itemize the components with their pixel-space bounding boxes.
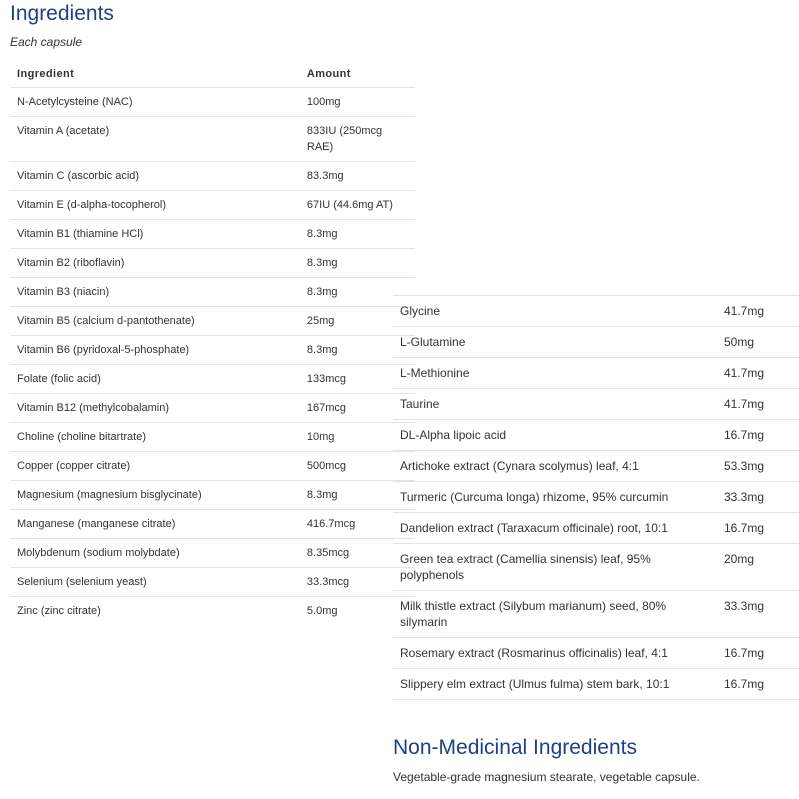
table-row — [10, 394, 415, 423]
table-row — [393, 358, 799, 389]
ingredient-name: Turmeric (Curcuma longa) rhizome, 95% curcumin — [393, 482, 717, 513]
table-row — [393, 513, 799, 544]
ingredients-table-continued — [393, 295, 799, 700]
ingredient-amount: 16.7mg — [717, 513, 799, 544]
ingredient-amount: 41.7mg — [717, 358, 799, 389]
ingredient-amount: 67IU (44.6mg AT) — [300, 191, 415, 220]
ingredient-name: Zinc (zinc citrate) — [17, 605, 101, 617]
ingredient-name: Rosemary extract (Rosmarinus officinalis) leaf, 4:1 — [393, 638, 717, 669]
table-row — [393, 669, 799, 700]
ingredients-table — [10, 60, 415, 625]
ingredient-name: Vitamin B3 (niacin) — [10, 278, 300, 307]
table-row — [393, 389, 799, 420]
table-header-row — [10, 60, 415, 88]
ingredient-name: Copper (copper citrate) — [10, 452, 300, 481]
ingredient-name: DL-Alpha lipoic acid — [393, 420, 717, 451]
ingredient-amount: 167mcg — [300, 394, 415, 423]
ingredient-name: Glycine — [393, 296, 717, 327]
non-medicinal-text: Vegetable-grade magnesium stearate, vegetable capsule. — [393, 770, 700, 784]
ingredient-amount: 10mg — [300, 423, 415, 452]
ingredient-name: L-Glutamine — [393, 327, 717, 358]
table-row — [10, 88, 415, 117]
ingredient-amount: 50mg — [717, 327, 799, 358]
amount-column-header: Amount — [300, 60, 415, 88]
ingredient-name: Vitamin B6 (pyridoxal-5-phosphate) — [10, 336, 300, 365]
ingredient-name: Artichoke extract (Cynara scolymus) leaf, 4:1 — [393, 451, 717, 482]
table-row — [10, 510, 415, 539]
table-row — [10, 539, 415, 568]
ingredient-column-header: Ingredient — [10, 60, 300, 88]
table-row — [393, 638, 799, 669]
ingredient-amount: 53.3mg — [717, 451, 799, 482]
ingredient-amount: 41.7mg — [717, 296, 799, 327]
ingredient-name: Milk thistle extract (Silybum marianum) seed, 80% silymarin — [393, 591, 717, 638]
table-row — [10, 117, 415, 162]
ingredient-name: Molybdenum (sodium molybdate) — [10, 539, 300, 568]
table-row — [10, 307, 415, 336]
table-row — [10, 423, 415, 452]
ingredient-name: Dandelion extract (Taraxacum officinale) root, 10:1 — [393, 513, 717, 544]
ingredient-amount: 8.3mg — [300, 249, 415, 278]
table-row — [393, 327, 799, 358]
ingredient-amount: 500mcg — [300, 452, 415, 481]
ingredient-name: Magnesium (magnesium bisglycinate) — [10, 481, 300, 510]
table-row — [393, 544, 799, 591]
ingredient-amount: 8.3mg — [300, 278, 415, 307]
ingredient-amount: 25mg — [300, 307, 415, 336]
ingredient-amount: 16.7mg — [717, 420, 799, 451]
ingredient-name: Manganese (manganese citrate) — [10, 510, 300, 539]
ingredient-amount: 8.3mg — [300, 336, 415, 365]
ingredient-name: Vitamin B12 (methylcobalamin) — [10, 394, 300, 423]
ingredient-name: N-Acetylcysteine (NAC) — [10, 88, 300, 117]
ingredient-name: Choline (choline bitartrate) — [10, 423, 300, 452]
table-row — [10, 481, 415, 510]
ingredient-name: Vitamin B5 (calcium d-pantothenate) — [10, 307, 300, 336]
table-row — [10, 336, 415, 365]
ingredient-name: L-Methionine — [393, 358, 717, 389]
ingredient-amount: 416.7mcg — [300, 510, 415, 539]
ingredients-heading: Ingredients — [10, 2, 114, 25]
ingredient-name: Vitamin C (ascorbic acid) — [10, 162, 300, 191]
ingredient-name: Vitamin E (d-alpha-tocopherol) — [10, 191, 300, 220]
ingredient-name: Vitamin B2 (riboflavin) — [10, 249, 300, 278]
table-row — [10, 452, 415, 481]
ingredient-name: Folate (folic acid) — [10, 365, 300, 394]
ingredient-name: Vitamin A (acetate) — [10, 117, 300, 162]
ingredient-amount: 33.3mcg — [300, 568, 415, 597]
table-row — [10, 249, 415, 278]
ingredient-name: Green tea extract (Camellia sinensis) leaf, 95% polyphenols — [393, 544, 717, 591]
ingredient-amount: 33.3mg — [717, 482, 799, 513]
table-row — [10, 568, 415, 597]
table-row — [393, 591, 799, 638]
non-medicinal-heading: Non-Medicinal Ingredients — [393, 736, 637, 759]
ingredient-amount: 5.0mg — [306, 605, 338, 617]
table-row — [10, 162, 415, 191]
serving-note: Each capsule — [10, 35, 83, 49]
ingredient-amount: 8.3mg — [300, 220, 415, 249]
ingredient-name: Vitamin B1 (thiamine HCl) — [10, 220, 300, 249]
table-row — [393, 482, 799, 513]
table-row — [393, 451, 799, 482]
ingredient-amount: 33.3mg — [717, 591, 799, 638]
ingredient-amount: 833IU (250mcg RAE) — [300, 117, 415, 162]
ingredient-amount: 8.35mcg — [300, 539, 415, 568]
ingredient-amount: 16.7mg — [717, 669, 799, 700]
ingredient-amount: 83.3mg — [300, 162, 415, 191]
table-row — [393, 420, 799, 451]
table-row — [10, 278, 415, 307]
ingredient-amount: 133mcg — [300, 365, 415, 394]
ingredient-name: Slippery elm extract (Ulmus fulma) stem bark, 10:1 — [393, 669, 717, 700]
table-row — [10, 365, 415, 394]
table-row — [393, 296, 799, 327]
ingredient-amount: 20mg — [717, 544, 799, 591]
ingredient-amount: 16.7mg — [717, 638, 799, 669]
ingredient-amount: 100mg — [300, 88, 415, 117]
table-row — [10, 597, 415, 626]
ingredient-amount: 8.3mg — [300, 481, 415, 510]
ingredient-name: Taurine — [393, 389, 717, 420]
table-row — [10, 191, 415, 220]
table-row — [10, 220, 415, 249]
ingredient-name: Selenium (selenium yeast) — [10, 568, 300, 597]
ingredient-amount: 41.7mg — [717, 389, 799, 420]
